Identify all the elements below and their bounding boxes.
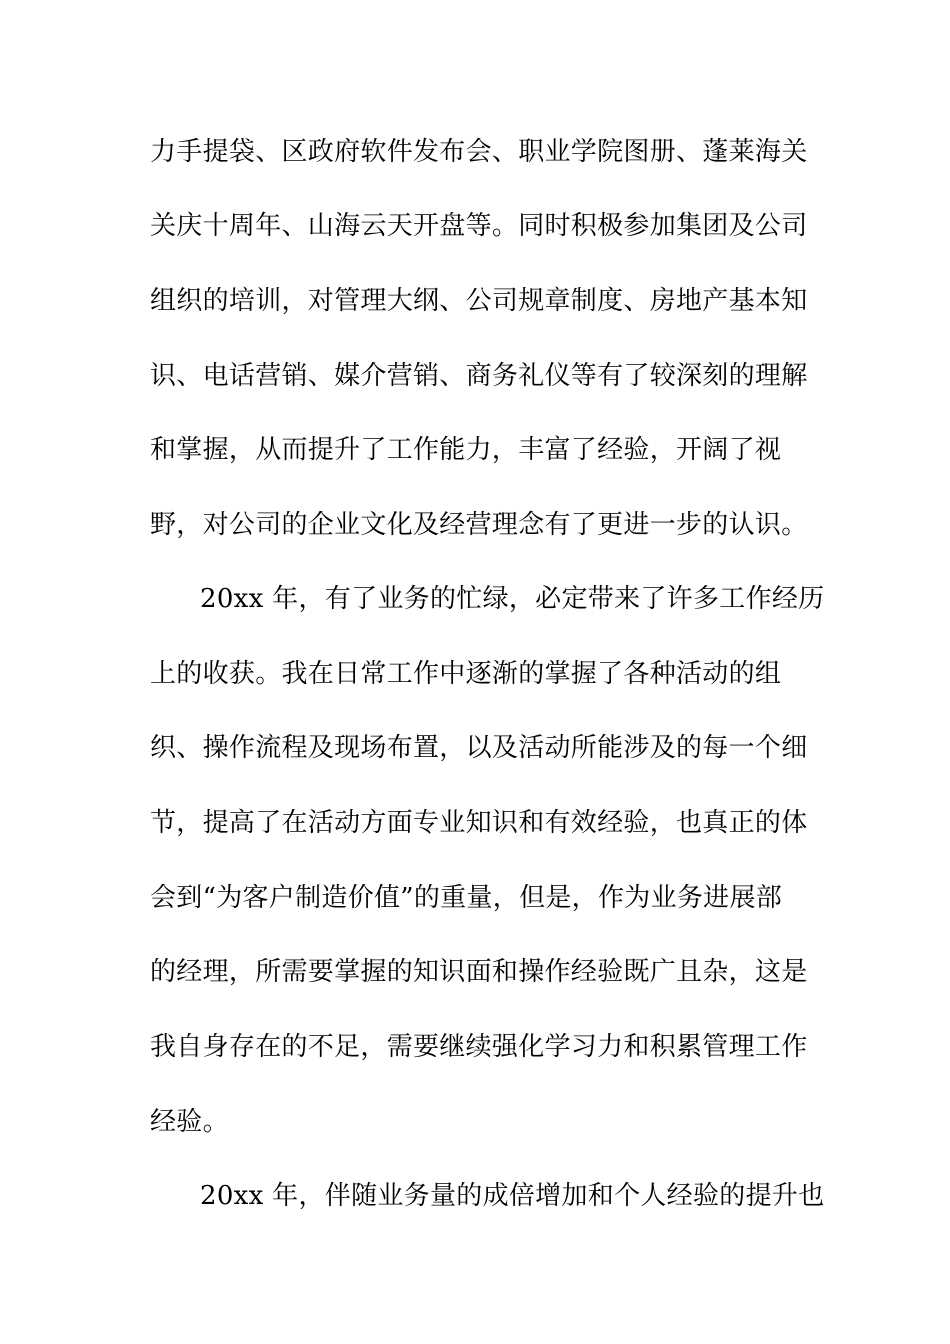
paragraph-start-line: 20xx 年，伴随业务量的成倍增加和个人经验的提升也 <box>200 1181 825 1211</box>
text-line: 织、操作流程及现场布置，以及活动所能涉及的每一个细 <box>150 733 808 763</box>
text-line: 关庆十周年、山海云天开盘等。同时积极参加集团及公司 <box>150 211 808 241</box>
text-line: 的经理，所需要掌握的知识面和操作经验既广且杂，这是 <box>150 957 808 987</box>
paragraph-start-line: 20xx 年，有了业务的忙绿，必定带来了许多工作经历 <box>200 584 825 614</box>
text-line: 我自身存在的不足，需要继续强化学习力和积累管理工作 <box>150 1032 808 1062</box>
text-line: 野，对公司的企业文化及经营理念有了更进一步的认识。 <box>150 510 808 540</box>
text-line: 会到“为客户制造价值”的重量，但是，作为业务进展部 <box>150 883 783 913</box>
text-line: 上的收获。我在日常工作中逐渐的掌握了各种活动的组 <box>150 659 782 689</box>
text-line: 识、电话营销、媒介营销、商务礼仪等有了较深刻的理解 <box>150 361 808 391</box>
text-line: 力手提袋、区政府软件发布会、职业学院图册、蓬莱海关 <box>150 137 808 167</box>
text-line: 和掌握，从而提升了工作能力，丰富了经验，开阔了视 <box>150 435 782 465</box>
text-line: 经验。 <box>150 1107 229 1137</box>
text-line: 节，提高了在活动方面专业知识和有效经验，也真正的体 <box>150 808 808 838</box>
text-line: 组织的培训，对管理大纲、公司规章制度、房地产基本知 <box>150 286 808 316</box>
